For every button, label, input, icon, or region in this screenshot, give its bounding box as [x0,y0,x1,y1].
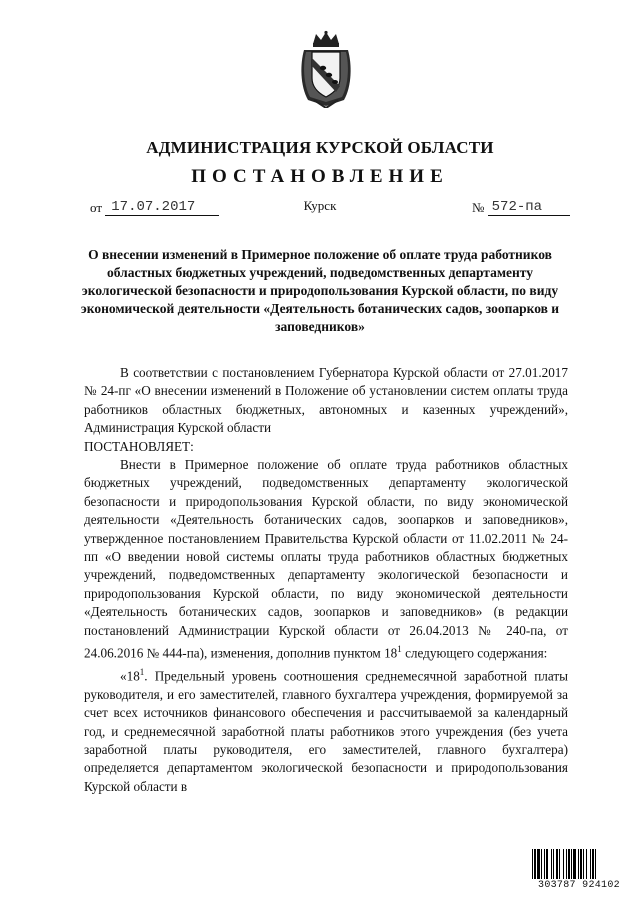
date-value: 17.07.2017 [111,199,196,215]
clause-open: «18 [120,668,140,684]
barcode-icon [531,849,627,879]
amendment-paragraph [84,456,568,663]
amendment-tail: следующего содержания: [401,645,548,661]
number-value: 572-па [491,199,543,215]
coat-of-arms-icon [296,30,356,108]
document-body [84,364,568,796]
barcode [531,849,627,891]
barcode-number: 303787 924102 [538,880,620,891]
preamble-paragraph: В соответствии с постановлением Губернатора Курской области от 27.01.2017 № 24-пг «О внесении изменений в Положение об установлении систем оплаты труда работников областных бюджетных, автономных и казенных учреждений», Администрация Курской области [84,365,568,436]
document-type: ПОСТАНОВЛЕНИЕ [191,166,449,187]
date-prefix: от [90,200,103,215]
clause-paragraph [84,663,568,796]
decree-word: ПОСТАНОВЛЯЕТ: [84,438,194,454]
clause-text: . Предельный уровень соотношения среднемесячной заработной платы руководителя, и его заместителей, главного бухгалтера учреждения, формируемой за счет всех источников финансового обеспечения и рассчитываемой за календарный год, и среднемесячной заработной платы работников этого учреждения (без учета заработной платы руководителя, его заместителей, главного бухгалтера) определяется департаментом экологической безопасности и природопользования Курской области в [84,668,568,794]
organization-name: АДМИНИСТРАЦИЯ КУРСКОЙ ОБЛАСТИ [146,138,494,157]
number-prefix: № [472,200,485,215]
amendment-text: Внести в Примерное положение об оплате труда работников областных бюджетных учреждений, подведомственных департаменту экологической безопасности и природопользования Курской области, по виду экономической деятельности «Деятельность ботанических садов, зоопарков и заповедников», утвержденное постановлением Правительства Курской области от 11.02.2011 № 24-пп «О введении новой системы оплаты труда работников областных бюджетных учреждений, подведомственных департаменту экологической безопасности и природопользования Курской области, по виду экономической деятельности «Деятельность ботанических садов, зоопарков и заповедников» (в редакции постановлений Администрации Курской области от 26.04.2013 № 240-па, от 24.06.2016 № 444-па), изменения, дополнив пунктом 18 [84,457,568,661]
document-title: О внесении изменений в Примерное положение об оплате труда работников областных бюджетных учреждений, подведомственных департаменту экологической безопасности и природопользования Курской области, по виду экономической деятельности «Деятельность ботанических садов, зоопарков и заповедников» [80,247,560,334]
amendment-superscript: 1 [397,644,402,655]
clause-superscript: 1 [139,666,145,677]
document-city: Курск [303,198,337,213]
document-number [472,198,570,216]
